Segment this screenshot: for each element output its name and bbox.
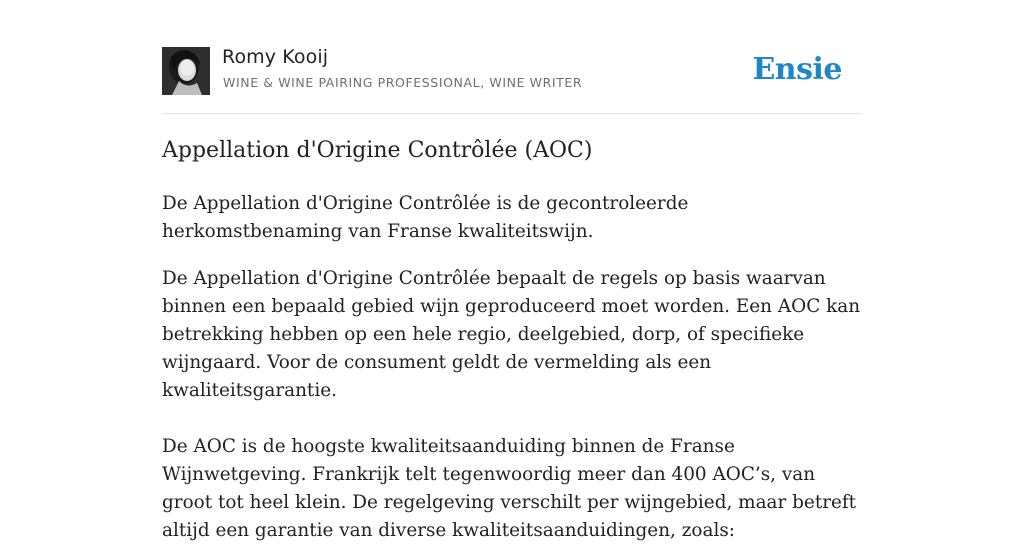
avatar-portrait-icon (162, 47, 210, 95)
article-intro: De Appellation d'Origine Contrôlée is de gecontroleerde herkomstbenaming van Franse kwaliteitswijn. (162, 193, 689, 242)
article-body (162, 190, 862, 545)
ensie-logo[interactable]: Ensie (752, 52, 842, 87)
author-header (162, 46, 862, 96)
author-role: WINE & WINE PAIRING PROFESSIONAL, WINE WRITER (223, 75, 583, 90)
article-paragraph: De AOC is de hoogste kwaliteitsaanduiding binnen de Franse Wijnwetgeving. Frankrijk telt tegenwoordig meer dan 400 AOC’s, van groot tot heel klein. De regelgeving verschilt per wijngebied, maar betreft altijd een garantie van diverse kwaliteitsaanduidingen, zoals: (162, 436, 857, 541)
author-avatar[interactable] (162, 47, 210, 95)
author-name[interactable]: Romy Kooij (222, 46, 329, 68)
article-title: Appellation d'Origine Contrôlée (AOC) (162, 138, 593, 163)
header-divider (162, 113, 862, 114)
article-paragraph: De Appellation d'Origine Contrôlée bepaalt de regels op basis waarvan binnen een bepaald gebied wijn geproduceerd moet worden. Een AOC kan betrekking hebben op een hele regio, deelgebied, dorp, of specifieke wijngaard. Voor de consument geldt de vermelding als een kwaliteitsgarantie. (162, 268, 861, 401)
